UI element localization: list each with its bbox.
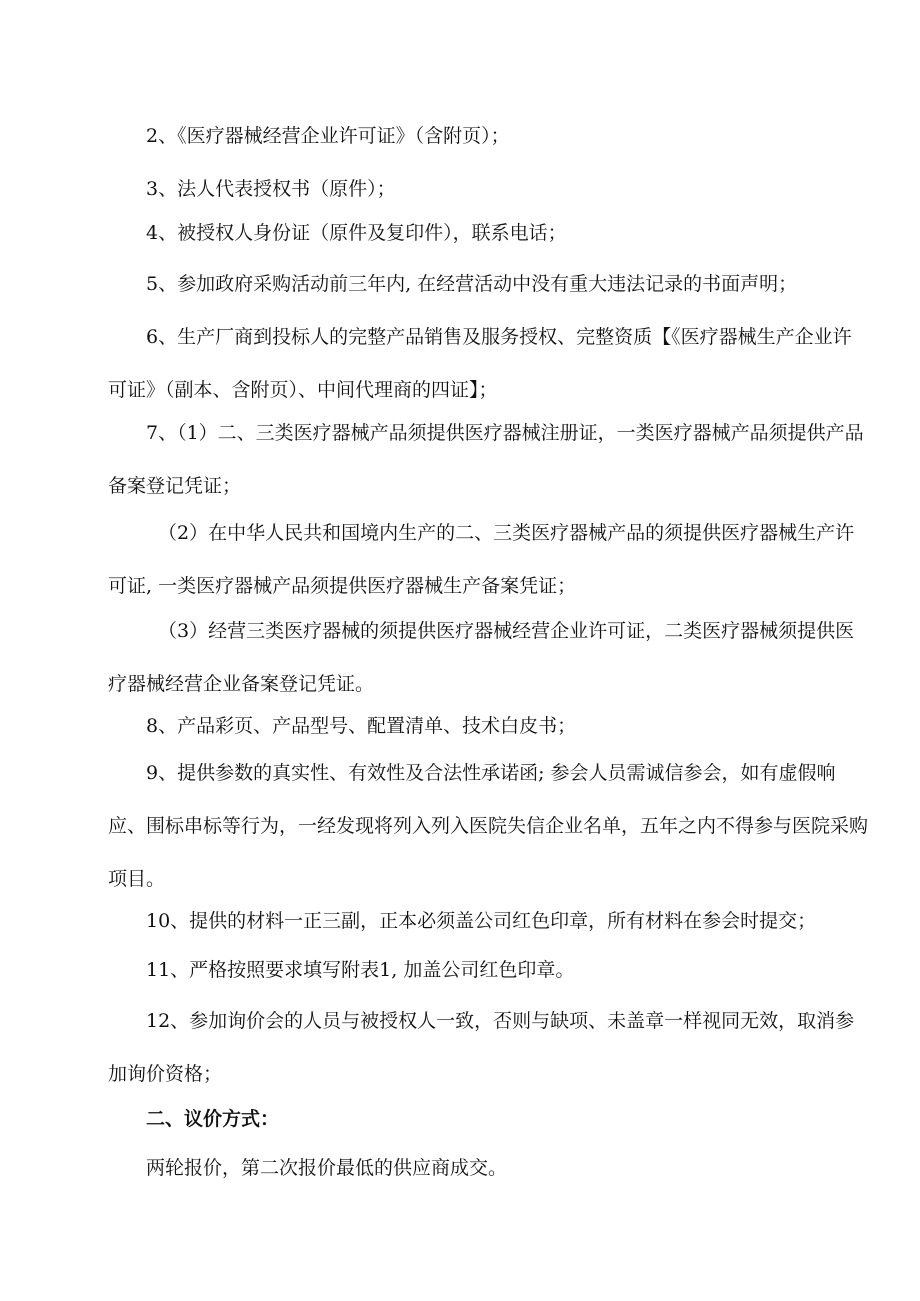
requirement-item-3: 3、法人代表授权书（原件）； xyxy=(146,178,396,200)
requirement-item-12: 12、参加询价会的人员与被授权人一致，否则与缺项、未盖章一样视同无效，取消参加询价资格； xyxy=(108,1010,855,1085)
requirement-item-7-sub-3: （3）经营三类医疗器械的须提供医疗器械经营企业许可证，二类医疗器械须提供医疗器械经营企业备案登记凭证。 xyxy=(108,620,855,695)
section-heading: 二、议价方式： xyxy=(146,1108,280,1130)
requirement-item-8: 8、产品彩页、产品型号、配置清单、技术白皮书； xyxy=(146,715,577,737)
requirement-item-7-sub-2: （2）在中华人民共和国境内生产的二、三类医疗器械产品的须提供医疗器械生产许可证, 一类医疗器械产品须提供医疗器械生产备案凭证； xyxy=(108,522,855,597)
requirement-item-6: 6、生产厂商到投标人的完整产品销售及服务授权、完整资质【《医疗器械生产企业许可证》（副本、含附页）、中间代理商的四证】； xyxy=(108,326,852,401)
requirement-item-4: 4、被授权人身份证（原件及复印件），联系电话； xyxy=(146,222,567,244)
requirement-item-7: 7、（1）二、三类医疗器械产品须提供医疗器械注册证，一类医疗器械产品须提供产品备案登记凭证； xyxy=(108,422,864,497)
requirement-item-11: 11、严格按照要求填写附表1, 加盖公司红色印章。 xyxy=(146,959,575,981)
section-body: 两轮报价，第二次报价最低的供应商成交。 xyxy=(146,1157,508,1179)
requirement-item-5: 5、参加政府采购活动前三年内, 在经营活动中没有重大违法记录的书面声明； xyxy=(146,273,798,295)
requirement-item-9: 9、提供参数的真实性、有效性及合法性承诺函; 参会人员需诚信参会，如有虚假响应、围标串标等行为，一经发现将列入列入医院失信企业名单，五年之内不得参与医院采购项目。 xyxy=(108,762,869,890)
requirement-item-2: 2、《医疗器械经营企业许可证》（含附页）； xyxy=(146,125,510,147)
requirement-item-10: 10、提供的材料一正三副，正本必须盖公司红色印章，所有材料在参会时提交； xyxy=(146,910,817,932)
